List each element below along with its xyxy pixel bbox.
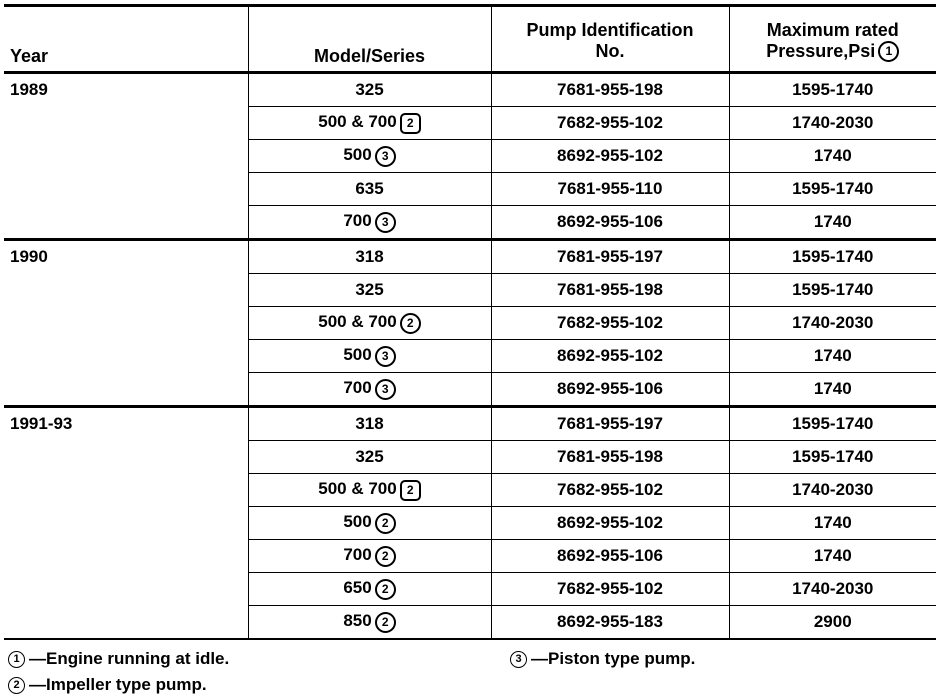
- model-text: 500: [343, 512, 372, 532]
- model-cell: [248, 540, 491, 573]
- pump-id-prefix: 7681: [557, 80, 595, 99]
- pump-id-suffix: -955-198: [594, 80, 663, 99]
- year-cell: 1990: [4, 240, 248, 407]
- model-cell: [248, 107, 491, 140]
- year-cell: 1991-93: [4, 407, 248, 640]
- model-text: 318: [355, 414, 384, 433]
- model-cell: [248, 441, 491, 474]
- pump-id-prefix: 7681: [557, 280, 595, 299]
- pump-id-suffix: -955-197: [594, 247, 663, 266]
- pressure-cell: 1740-2030: [729, 474, 936, 507]
- model-text: 700: [343, 211, 372, 231]
- pump-id-prefix: 7681: [557, 447, 595, 466]
- model-cell: [248, 140, 491, 173]
- pressure-cell: 1740-2030: [729, 107, 936, 140]
- pump-id-cell: [491, 474, 729, 507]
- pump-id-prefix: 7681: [557, 414, 595, 433]
- pressure-cell: 1740: [729, 540, 936, 573]
- model-text: 325: [355, 80, 384, 99]
- model-text: 325: [355, 447, 384, 466]
- header-row: [4, 6, 936, 73]
- model-cell: [248, 573, 491, 606]
- pressure-header-line1: Maximum rated: [766, 19, 899, 40]
- pressure-cell: 1740: [729, 206, 936, 240]
- pressure-cell: 1740: [729, 340, 936, 373]
- pump-id-cell: [491, 274, 729, 307]
- pump-id-suffix: -955-183: [594, 612, 663, 631]
- model-text: 700: [343, 378, 372, 398]
- model-text: 500 & 700: [318, 479, 397, 499]
- pump-id-prefix: 7682: [557, 579, 595, 598]
- pump-id-cell: [491, 73, 729, 107]
- pump-id-cell: [491, 507, 729, 540]
- model-text: 850: [343, 611, 372, 631]
- model-cell: [248, 173, 491, 206]
- model-cell: [248, 206, 491, 240]
- footnote-2-mark-icon: 2: [8, 677, 25, 694]
- footnote-mark-icon: 2: [375, 612, 396, 633]
- table-body: [4, 73, 936, 640]
- pump-id-suffix: -955-102: [594, 146, 663, 165]
- pump-id-suffix: -955-102: [594, 346, 663, 365]
- model-text: 500 & 700: [318, 112, 397, 132]
- model-cell: [248, 240, 491, 274]
- footnote-2-text: —Impeller type pump.: [29, 675, 207, 694]
- model-cell: [248, 373, 491, 407]
- pump-id-suffix: -955-197: [594, 414, 663, 433]
- pump-id-cell: [491, 173, 729, 206]
- pump-id-cell: [491, 606, 729, 640]
- model-cell: [248, 407, 491, 441]
- model-cell: [248, 73, 491, 107]
- pump-id-suffix: -955-198: [594, 447, 663, 466]
- footnote-2: [8, 672, 207, 698]
- model-cell: [248, 307, 491, 340]
- pump-id-cell: [491, 107, 729, 140]
- pressure-cell: 1595-1740: [729, 240, 936, 274]
- model-cell: [248, 474, 491, 507]
- footnote-mark-icon: 2: [375, 546, 396, 567]
- footnote-mark-icon: 3: [375, 346, 396, 367]
- pump-id-prefix: 7681: [557, 179, 596, 198]
- pressure-cell: 1740-2030: [729, 307, 936, 340]
- pump-id-suffix: -955-102: [594, 313, 663, 332]
- pump-id-prefix: 7682: [557, 113, 595, 132]
- pump-id-cell: [491, 340, 729, 373]
- pressure-cell: 2900: [729, 606, 936, 640]
- model-cell: [248, 606, 491, 640]
- pressure-cell: 1740: [729, 373, 936, 407]
- footnote-1-text: —Engine running at idle.: [29, 649, 230, 668]
- footnote-1-mark-icon: 1: [8, 651, 25, 668]
- table-row: [4, 73, 936, 107]
- footnote-mark-icon: 3: [375, 146, 396, 167]
- year-header: Year: [4, 6, 248, 73]
- pump-id-prefix: 8692: [557, 146, 595, 165]
- pump-id-suffix: -955-106: [594, 212, 663, 231]
- footnote-mark-icon: 3: [375, 212, 396, 233]
- pump-id-cell: [491, 441, 729, 474]
- pump-id-header-line2: No.: [595, 41, 625, 61]
- pressure-header-line2: Pressure,Psi: [766, 40, 876, 61]
- pump-id-header-line1: Pump Identification: [526, 20, 694, 40]
- pressure-cell: 1595-1740: [729, 274, 936, 307]
- pump-id-cell: [491, 573, 729, 606]
- pump-id-suffix: -955-102: [594, 513, 663, 532]
- pressure-cell: 1595-1740: [729, 441, 936, 474]
- pump-id-header: [491, 6, 729, 73]
- pump-id-suffix: -955-198: [594, 280, 663, 299]
- footnote-mark-icon: 2: [375, 513, 396, 534]
- footnote-mark-icon: 2: [400, 113, 421, 134]
- pump-id-cell: [491, 307, 729, 340]
- pump-id-suffix: -955-110: [595, 179, 663, 198]
- pump-id-prefix: 7682: [557, 480, 595, 499]
- footnote-mark-icon: 2: [375, 579, 396, 600]
- model-text: 500: [343, 145, 372, 165]
- model-text: 500 & 700: [318, 312, 397, 332]
- pump-id-cell: [491, 206, 729, 240]
- pump-id-prefix: 8692: [557, 513, 595, 532]
- year-cell: 1989: [4, 73, 248, 240]
- pressure-header: [729, 6, 936, 73]
- model-text: 650: [343, 578, 372, 598]
- model-text: 500: [343, 345, 372, 365]
- pressure-cell: 1595-1740: [729, 73, 936, 107]
- pump-id-prefix: 8692: [557, 612, 595, 631]
- pump-id-cell: [491, 540, 729, 573]
- pump-id-cell: [491, 407, 729, 441]
- pump-id-prefix: 8692: [557, 212, 595, 231]
- footnote-mark-icon: 2: [400, 313, 421, 334]
- footnote-3-mark-icon: 3: [510, 651, 527, 668]
- pump-id-cell: [491, 373, 729, 407]
- pressure-cell: 1595-1740: [729, 173, 936, 206]
- pump-id-suffix: -955-106: [594, 379, 663, 398]
- pressure-cell: 1740-2030: [729, 573, 936, 606]
- pressure-cell: 1740: [729, 140, 936, 173]
- footnote-1: [8, 646, 229, 672]
- footnote-3: [510, 646, 695, 672]
- footnote-mark-icon: 2: [400, 480, 421, 501]
- pump-id-prefix: 7681: [557, 247, 595, 266]
- model-cell: [248, 274, 491, 307]
- model-text: 635: [355, 179, 384, 198]
- pump-id-prefix: 7682: [557, 313, 595, 332]
- footnote-3-text: —Piston type pump.: [531, 649, 696, 668]
- table-row: [4, 240, 936, 274]
- pump-id-suffix: -955-106: [594, 546, 663, 565]
- pump-id-prefix: 8692: [557, 546, 595, 565]
- pressure-cell: 1595-1740: [729, 407, 936, 441]
- footnote-mark-icon: 3: [375, 379, 396, 400]
- footnote-mark-icon: 1: [878, 41, 899, 62]
- pump-id-suffix: -955-102: [594, 579, 663, 598]
- model-cell: [248, 340, 491, 373]
- pump-id-prefix: 8692: [557, 346, 595, 365]
- model-text: 318: [355, 247, 384, 266]
- model-cell: [248, 507, 491, 540]
- model-text: 700: [343, 545, 372, 565]
- pump-spec-table: [4, 4, 936, 640]
- pump-id-suffix: -955-102: [594, 480, 663, 499]
- pump-id-suffix: -955-102: [594, 113, 663, 132]
- table-row: [4, 407, 936, 441]
- model-header: Model/Series: [248, 6, 491, 73]
- model-text: 325: [355, 280, 384, 299]
- pump-id-cell: [491, 240, 729, 274]
- pressure-cell: 1740: [729, 507, 936, 540]
- pump-id-prefix: 8692: [557, 379, 595, 398]
- pump-id-cell: [491, 140, 729, 173]
